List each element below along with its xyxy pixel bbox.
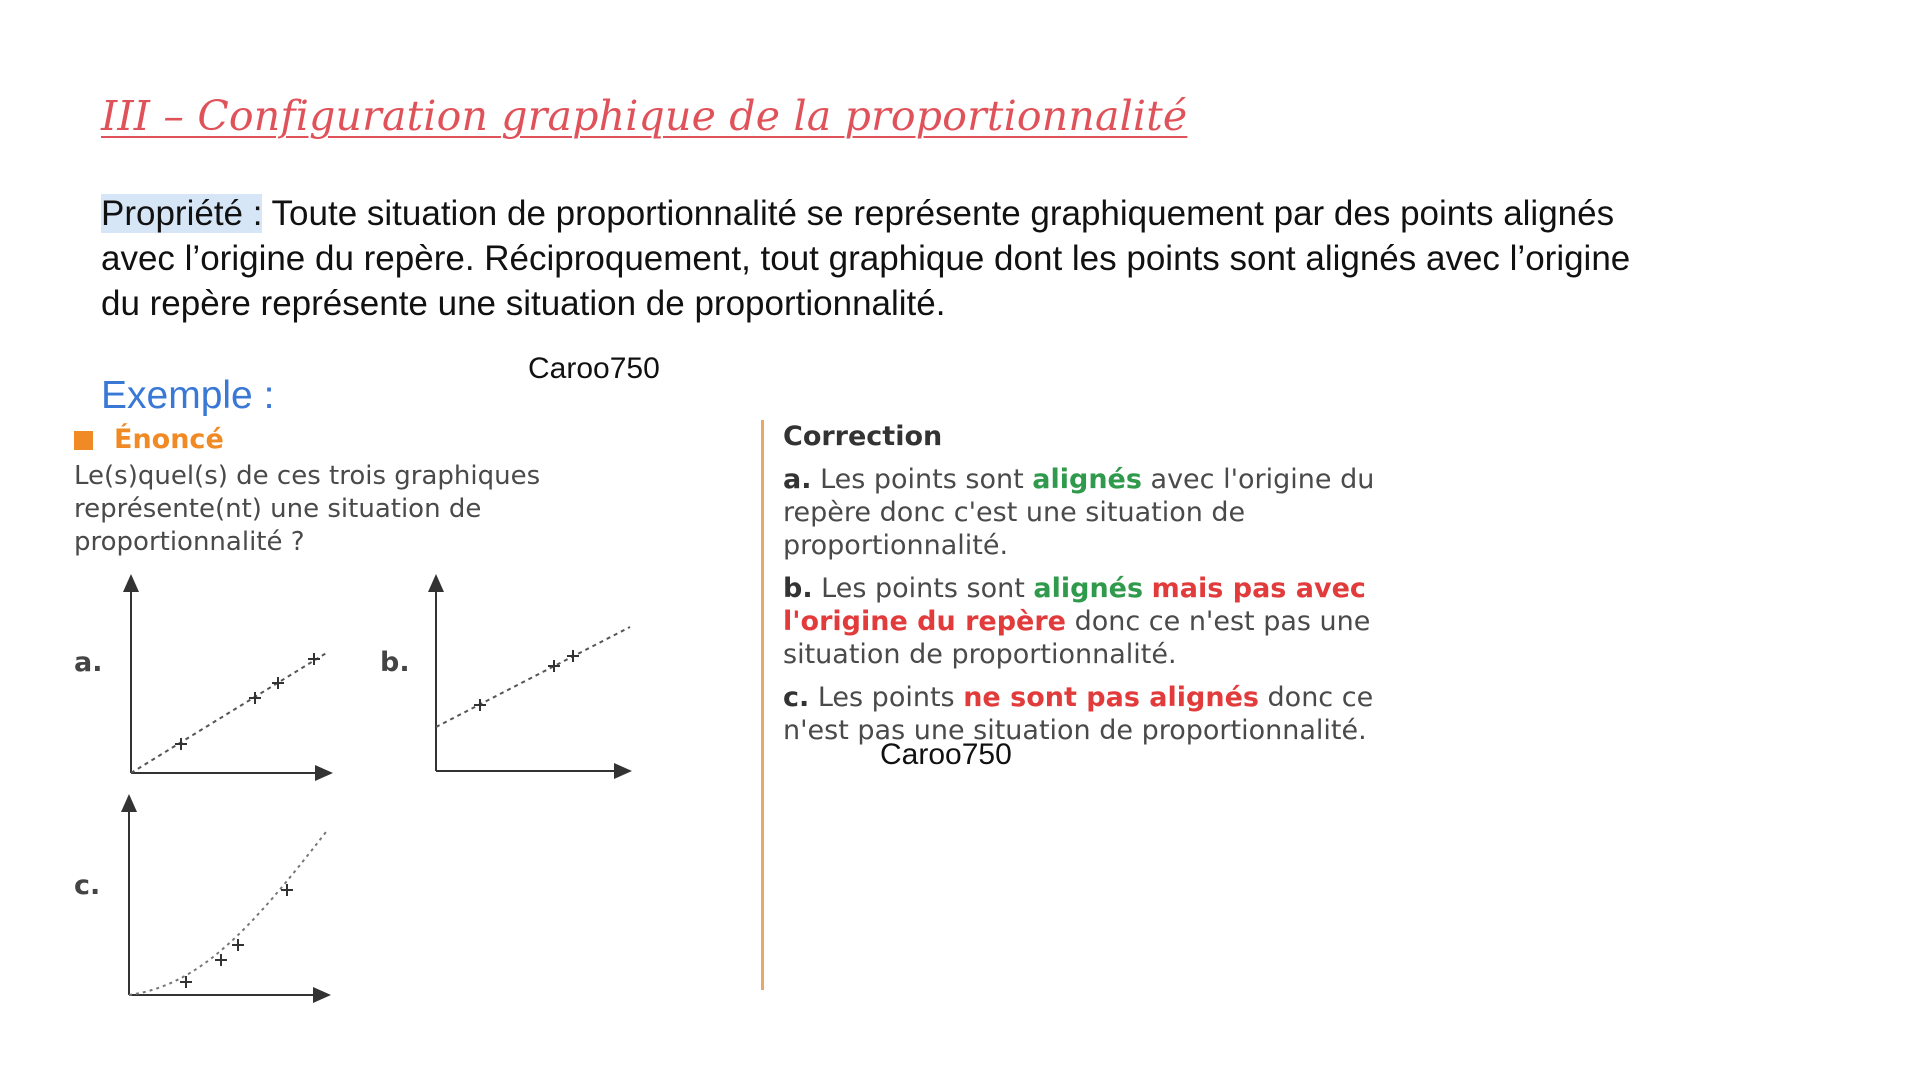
correction-a-highlight: alignés <box>1032 464 1142 495</box>
graph-b-trend-line <box>436 627 630 727</box>
graph-a-point <box>175 738 187 750</box>
graph-b-letter: b. <box>380 647 410 678</box>
section-title: III – Configuration graphique de la proportionnalité <box>101 92 1188 140</box>
watermark-text: Caroo750 <box>528 352 660 385</box>
correction-a-text: Les points sont <box>811 464 1033 495</box>
graph-b-points <box>474 650 579 711</box>
correction-b-highlight-green: alignés <box>1033 573 1144 604</box>
correction-b-space <box>1143 573 1152 604</box>
correction-title: Correction <box>783 421 943 452</box>
correction-item-a <box>783 463 1423 562</box>
property-label: Propriété : <box>101 194 263 233</box>
correction-b-highlight-red: mais pas avec l'origine du repère <box>783 573 1366 637</box>
graph-b <box>436 582 630 771</box>
vertical-divider <box>761 420 764 990</box>
graph-b-point <box>567 650 579 662</box>
graph-c-point <box>232 939 244 951</box>
correction-c-text: Les points <box>809 682 964 713</box>
correction-a-letter: a. <box>783 464 812 495</box>
graph-c-point <box>180 976 192 988</box>
correction-b-text: Les points sont <box>812 573 1034 604</box>
enonce-question: Le(s)quel(s) de ces trois graphiques représente(nt) une situation de proportionnalité ? <box>74 461 541 557</box>
graph-b-point <box>474 699 486 711</box>
correction-b-text-end: donc ce n'est pas une situation de proportionnalité. <box>783 606 1371 670</box>
enonce-title: Énoncé <box>114 424 224 455</box>
graph-c-point <box>215 954 227 966</box>
graph-c-trend-curve <box>129 832 326 995</box>
correction-item-c <box>783 681 1423 747</box>
watermark-text-2: Caroo750 <box>880 738 1012 771</box>
graph-a-letter: a. <box>74 647 103 678</box>
correction-a-text-end: avec l'origine du repère donc c'est une situation de proportionnalité. <box>783 464 1375 561</box>
correction-panel <box>783 420 1423 757</box>
correction-item-b <box>783 572 1423 671</box>
graph-a-point <box>249 692 261 704</box>
graph-b-point <box>548 660 560 672</box>
graph-a <box>131 582 328 773</box>
graph-a-trend-line <box>131 652 328 773</box>
graph-c-points <box>180 884 293 988</box>
correction-b-letter: b. <box>783 573 813 604</box>
property-text: Toute situation de proportionnalité se représente graphiquement par des points alignés avec l’origine du repère. Réciproquement, tout graphique dont les points sont alignés avec l’origine du repère représente une situation de proportionnalité. <box>101 194 1631 323</box>
correction-c-highlight: ne sont pas alignés <box>963 682 1259 713</box>
graph-a-point <box>272 677 284 689</box>
correction-c-letter: c. <box>783 682 810 713</box>
graph-c-letter: c. <box>74 870 101 901</box>
graph-c <box>129 802 326 995</box>
graph-c-point <box>281 884 293 896</box>
correction-c-text-end: donc ce n'est pas une situation de proportionnalité. <box>783 682 1374 746</box>
example-label: Exemple : <box>101 374 275 417</box>
